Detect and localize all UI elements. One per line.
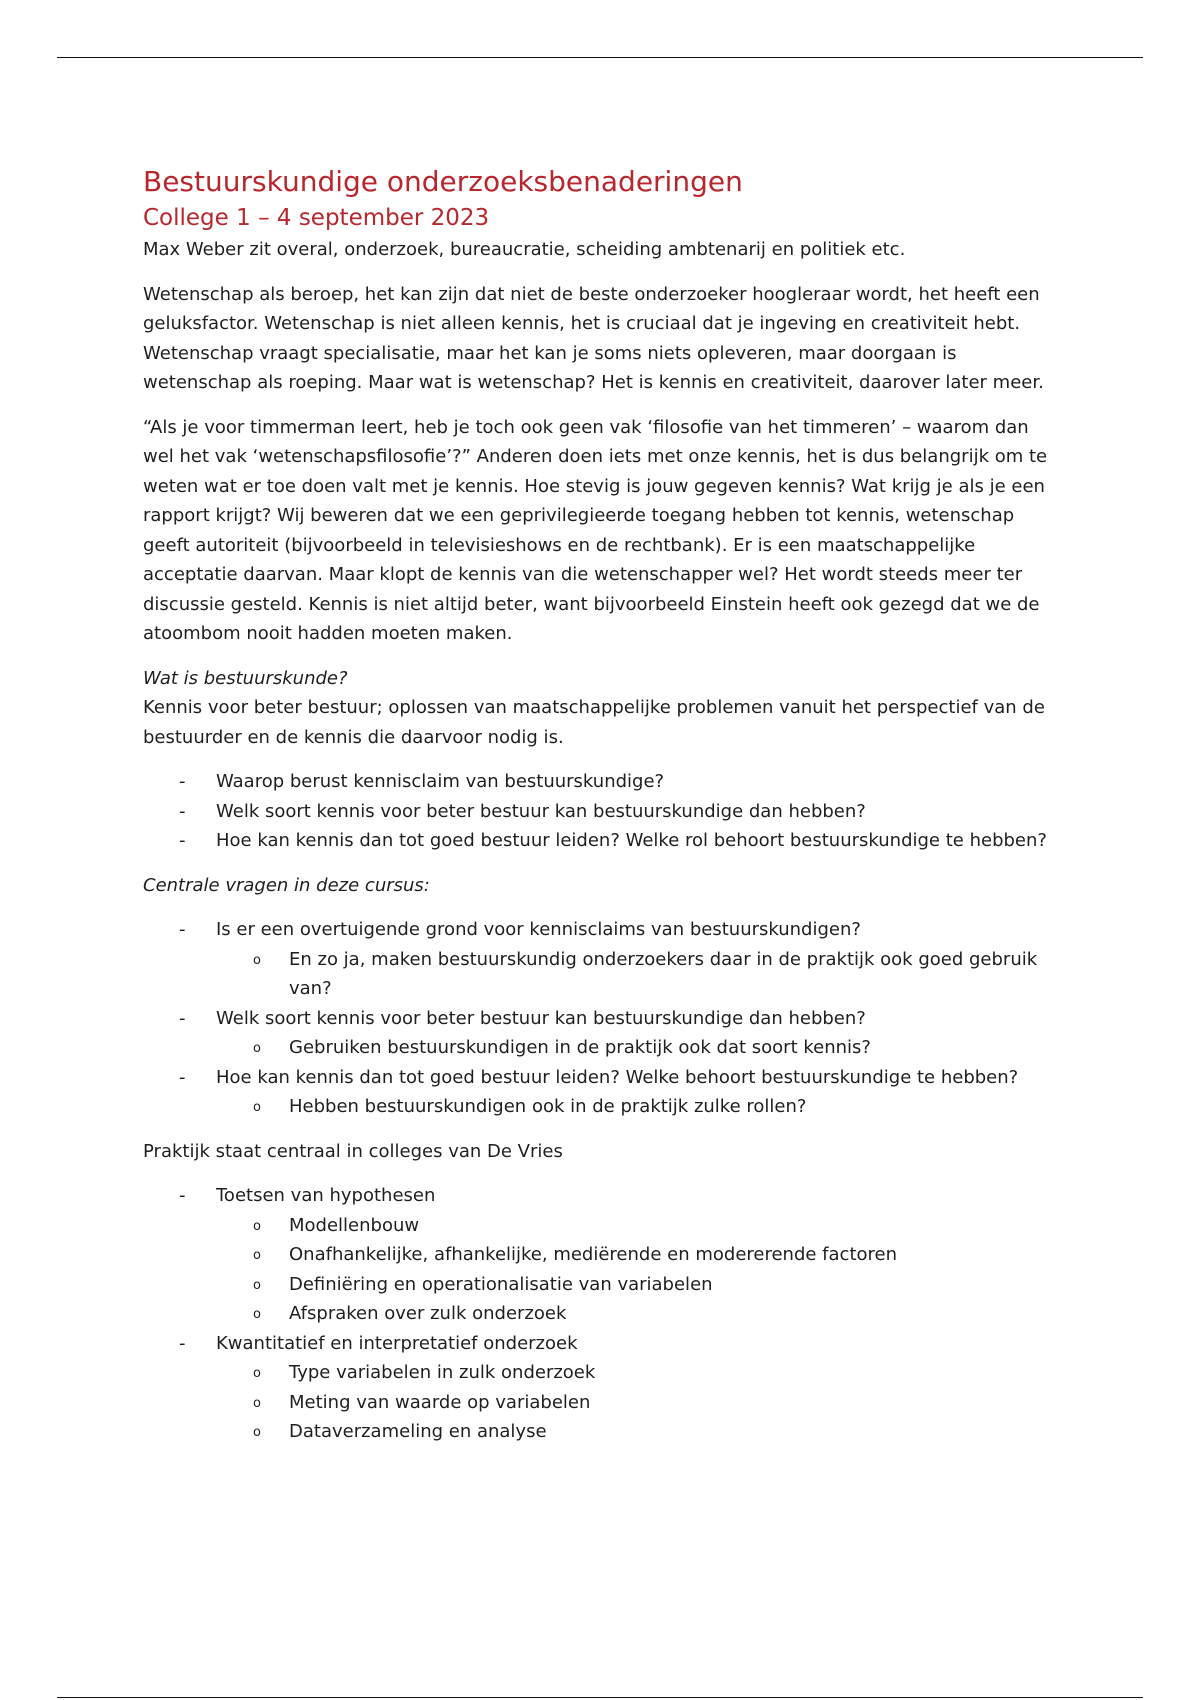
sub-list-item [216,945,1065,1004]
sub-list-item-text: Afspraken over zulk onderzoek [289,1303,567,1324]
list-item-text: Waarop berust kennisclaim van bestuurskundige? [216,771,665,792]
list-praktijk [143,1181,1065,1447]
document-page [143,163,1065,1462]
dash-bullet: - [179,1185,186,1206]
header-rule [57,57,1143,58]
dash-bullet: - [179,1066,186,1088]
sub-list-item [216,1240,1065,1270]
list-item-text: Welk soort kennis voor beter bestuur kan bestuurskundige dan hebben? [216,800,866,822]
sub-list-item-text: Definiëring en operationalisatie van variabelen [289,1273,713,1295]
paragraph-timmerman: “Als je voor timmerman leert, heb je toch ook geen vak ‘filosofie van het timmeren’ – waarom dan wel het vak ‘wetenschapsfilosofie’?” Anderen doen iets met onze kennis, het is dus belangrijk om te weten wat er toe doen valt met je kennis. Hoe stevig is jouw gegeven kennis? Wat krijg je als je een rapport krijgt? Wij beweren dat we een geprivilegieerde toegang hebben tot kennis, wetenschap geeft autoriteit (bijvoorbeeld in televisieshows en de rechtbank). Er is een maatschappelijke acceptatie daarvan. Maar klopt de kennis van die wetenschapper wel? Het wordt steeds meer ter discussie gesteld. Kennis is niet altijd beter, want bijvoorbeeld Einstein heeft ook gezegd dat we de atoombom nooit hadden moeten maken. [143,416,1048,644]
footer-rule [57,1697,1143,1698]
sub-list-item-text: En zo ja, maken bestuurskundig onderzoekers daar in de praktijk ook goed gebruik van? [289,948,1038,999]
circle-bullet: o [253,1218,261,1234]
sub-list-item-text: Meting van waarde op variabelen [289,1391,591,1413]
sub-list-item [216,1211,1065,1241]
list-item [143,1329,1065,1447]
circle-bullet: o [253,1100,261,1115]
circle-bullet: o [253,1425,261,1440]
list-item-text: Kwantitatief en interpretatief onderzoek [216,1332,578,1354]
subheading-centrale-vragen: Centrale vragen in deze cursus: [143,874,430,896]
circle-bullet: o [253,1366,261,1381]
sub-list-item-text: Gebruiken bestuurskundigen in de praktijk ook dat soort kennis? [289,1037,871,1058]
paragraph-beroep: Wetenschap als beroep, het kan zijn dat niet de beste onderzoeker hoogleraar wordt, het heeft een geluksfactor. Wetenschap is niet alleen kennis, het is cruciaal dat je ingeving en creativiteit hebt. Wetenschap vraagt specialisatie, maar het kan je soms niets opleveren, maar doorgaan is wetenschap als roeping. Maar wat is wetenschap? Het is kennis en creativiteit, daarover later meer. [143,283,1044,393]
list-item [143,1181,1065,1329]
sub-list-item [216,1299,1065,1329]
paragraph-praktijk: Praktijk staat centraal in colleges van De Vries [143,1140,563,1162]
sub-list-item [216,1358,1065,1388]
list-item [143,826,1065,856]
sub-list-item-text: Modellenbouw [289,1214,420,1236]
sub-list-item [216,1092,1065,1122]
list-item-text: Is er een overtuigende grond voor kennisclaims van bestuurskundigen? [216,919,861,940]
list-item-text: Hoe kan kennis dan tot goed bestuur leiden? Welke rol behoort bestuurskundige te hebben? [216,830,1047,851]
list-item-text: Hoe kan kennis dan tot goed bestuur leiden? Welke behoort bestuurskundige te hebben? [216,1066,1019,1088]
sub-list-item-text: Onafhankelijke, afhankelijke, mediërende en modererende factoren [289,1244,898,1265]
circle-bullet: o [253,1307,261,1322]
paragraph-bestuurskunde: Kennis voor beter bestuur; oplossen van maatschappelijke problemen vanuit het perspectief van de bestuurder en de kennis die daarvoor nodig is. [143,697,1045,748]
circle-bullet: o [253,952,261,968]
document-title: Bestuurskundige onderzoeksbenaderingen [143,165,743,198]
sub-list-item-text: Type variabelen in zulk onderzoek [289,1362,596,1383]
list-item-text: Toetsen van hypothesen [216,1185,436,1206]
sub-list-item-text: Dataverzameling en analyse [289,1421,547,1442]
lecture-heading: College 1 – 4 september 2023 [143,205,490,231]
circle-bullet: o [253,1041,261,1056]
list-kennisclaim [143,767,1065,856]
dash-bullet: - [179,1332,186,1354]
sub-list-item [216,1270,1065,1300]
dash-bullet: - [179,800,186,822]
dash-bullet: - [179,1007,186,1029]
sub-list-item [216,1033,1065,1063]
list-item [143,915,1065,1004]
list-item-text: Welk soort kennis voor beter bestuur kan bestuurskundige dan hebben? [216,1007,866,1029]
list-item [143,1063,1065,1122]
subheading-bestuurskunde: Wat is bestuurskunde? [143,667,348,689]
circle-bullet: o [253,1277,261,1293]
dash-bullet: - [179,771,186,792]
list-item [143,1004,1065,1063]
sub-list-item-text: Hebben bestuurskundigen ook in de praktijk zulke rollen? [289,1096,807,1117]
dash-bullet: - [179,919,186,940]
dash-bullet: - [179,830,186,851]
list-item [143,797,1065,827]
circle-bullet: o [253,1248,261,1263]
paragraph-weber: Max Weber zit overal, onderzoek, bureaucratie, scheiding ambtenarij en politiek etc. [143,239,906,260]
sub-list-item [216,1417,1065,1447]
sub-list-item [216,1388,1065,1418]
circle-bullet: o [253,1395,261,1411]
list-centrale-vragen [143,915,1065,1122]
list-item [143,767,1065,797]
